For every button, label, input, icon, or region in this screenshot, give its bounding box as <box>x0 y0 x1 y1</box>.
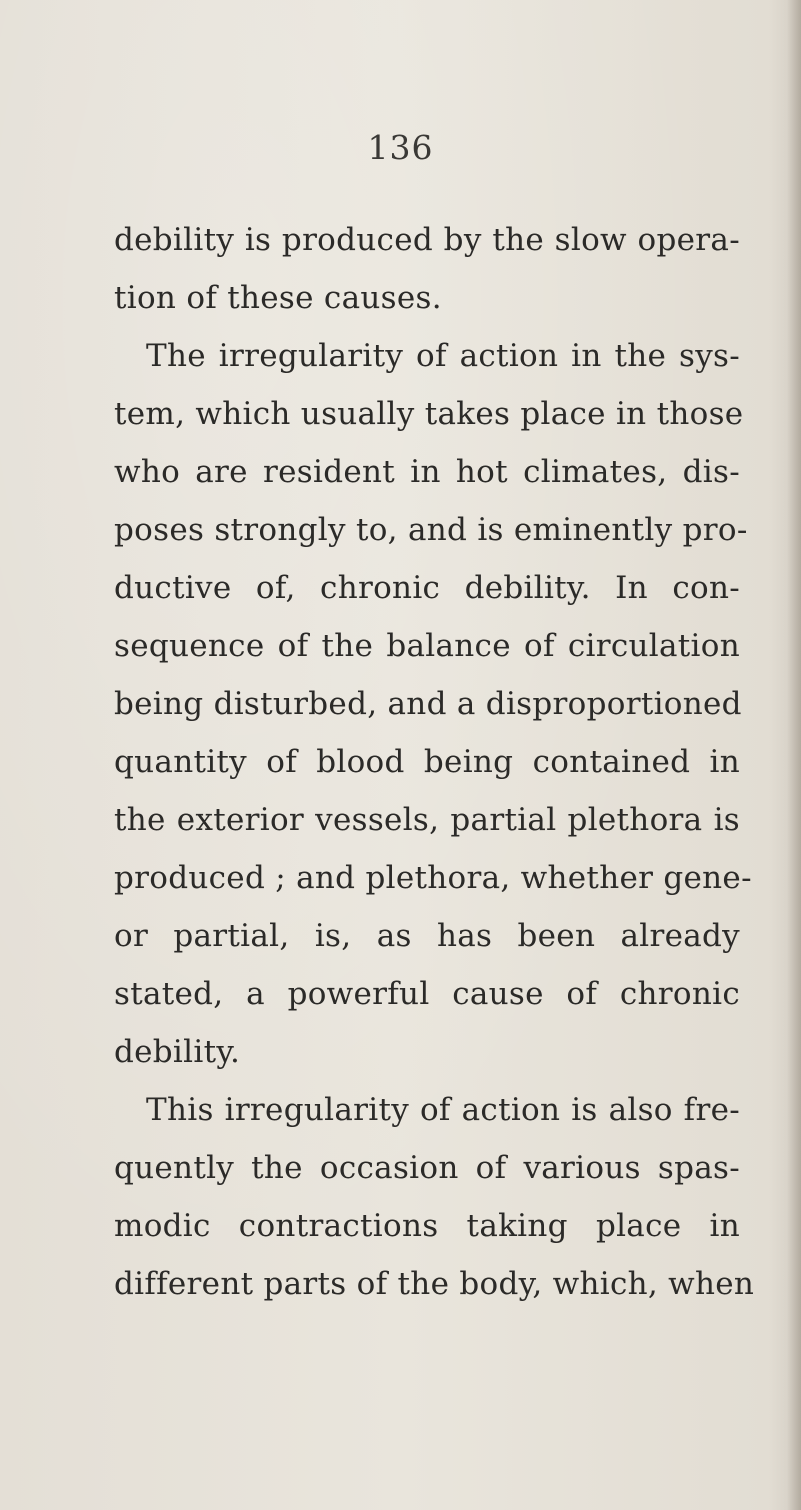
text-line: poses strongly to, and is eminently pro- <box>114 512 748 548</box>
text-line: being disturbed, and a disproportioned <box>114 686 742 722</box>
text-line: tion of these causes. <box>114 280 442 316</box>
text-line: or partial, is, as has been already <box>114 918 740 954</box>
text-line: the exterior vessels, partial plethora is <box>114 802 740 838</box>
text-line: ductive of, chronic debility. In con- <box>114 570 740 606</box>
text-line: tem, which usually takes place in those <box>114 396 744 432</box>
text-line: sequence of the balance of circulation <box>114 628 740 664</box>
text-line: produced ; and plethora, whether gene- <box>114 860 752 896</box>
text-line: debility is produced by the slow opera- <box>114 222 740 258</box>
text-line: modic contractions taking place in <box>114 1208 740 1244</box>
paragraph-start-line: This irregularity of action is also fre- <box>146 1092 740 1128</box>
text-line: stated, a powerful cause of chronic <box>114 976 740 1012</box>
paragraph-start-line: The irregularity of action in the sys- <box>146 338 740 374</box>
text-line: different parts of the body, which, when <box>114 1266 755 1302</box>
page-number: 136 <box>367 128 434 167</box>
text-line: quently the occasion of various spas- <box>114 1150 740 1186</box>
text-line: debility. <box>114 1034 241 1070</box>
text-line: quantity of blood being contained in <box>114 744 740 780</box>
page-edge-shadow <box>787 0 801 1510</box>
text-line: who are resident in hot climates, dis- <box>114 454 740 490</box>
